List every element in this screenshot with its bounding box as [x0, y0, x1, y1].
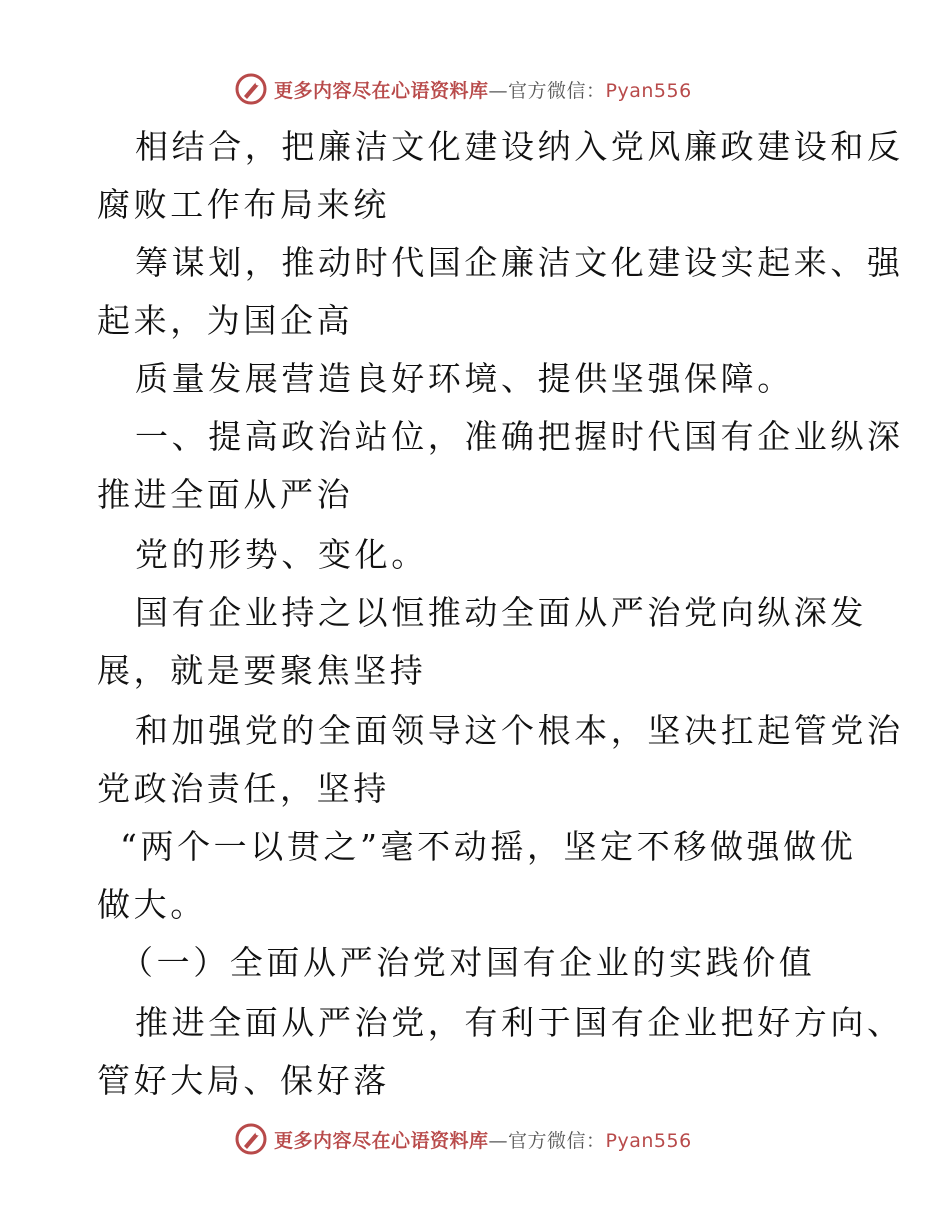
text-line: 腐败工作布局来统	[97, 185, 390, 224]
subsection-heading: （一）全面从严治党对国有企业的实践价值	[120, 943, 816, 982]
watermark-wechat-id: Pyan556	[605, 79, 692, 102]
footer-watermark	[234, 1122, 692, 1156]
section-heading-cont: 推进全面从严治	[97, 475, 354, 514]
text-line: 党政治责任，坚持	[97, 769, 390, 808]
text-line: 质量发展营造良好环境、提供坚强保障。	[135, 359, 794, 398]
text-line: 筹谋划，推动时代国企廉洁文化建设实起来、强	[135, 243, 904, 282]
pen-logo-icon	[234, 72, 268, 106]
watermark-main: 更多内容尽在心语资料库	[274, 79, 489, 102]
text-line: 展，就是要聚焦坚持	[97, 651, 427, 690]
header-watermark	[234, 72, 692, 106]
text-line: 做大。	[97, 885, 207, 924]
text-line: 和加强党的全面领导这个根本，坚决扛起管党治	[135, 711, 904, 750]
text-line: 起来，为国企高	[97, 301, 354, 340]
text-line: “两个一以贯之”毫不动摇，坚定不移做强做优	[120, 827, 857, 866]
watermark-wechat-id: Pyan556	[605, 1129, 692, 1152]
watermark-separator: —官方微信：	[488, 1129, 606, 1152]
watermark-text	[274, 76, 692, 103]
text-line: 国有企业持之以恒推动全面从严治党向纵深发	[135, 593, 867, 632]
text-line: 管好大局、保好落	[97, 1061, 390, 1100]
section-heading-cont: 党的形势、变化。	[135, 535, 428, 574]
pen-logo-icon	[234, 1122, 268, 1156]
section-heading: 一、提高政治站位，准确把握时代国有企业纵深	[135, 417, 904, 456]
watermark-text	[274, 1126, 692, 1153]
text-line: 相结合，把廉洁文化建设纳入党风廉政建设和反	[135, 127, 904, 166]
watermark-main: 更多内容尽在心语资料库	[274, 1129, 489, 1152]
text-line: 推进全面从严治党，有利于国有企业把好方向、	[135, 1003, 904, 1042]
watermark-separator: —官方微信：	[488, 79, 606, 102]
